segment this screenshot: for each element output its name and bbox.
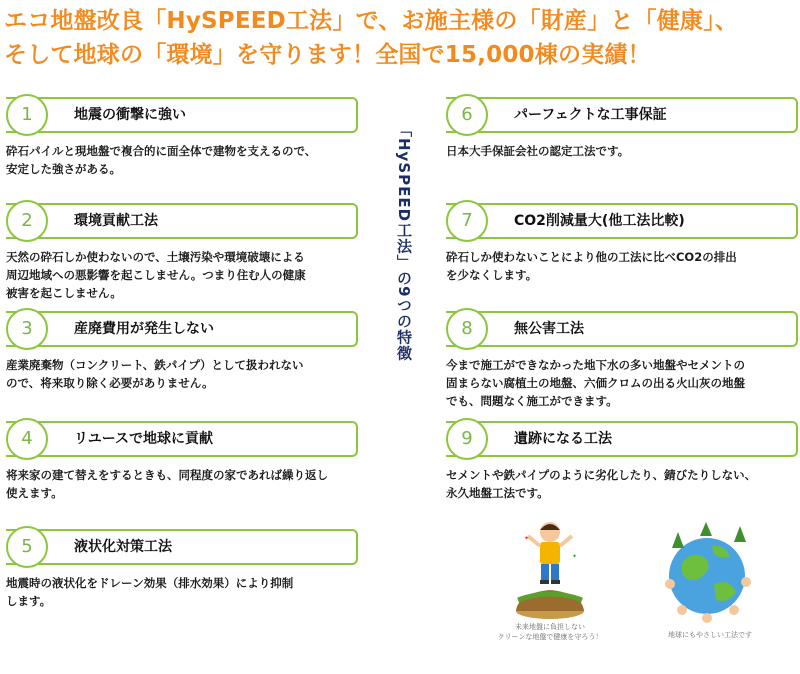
desc-line: セメントや鉄パイプのように劣化したり、錆びたりしない、 <box>446 468 757 482</box>
feature-title: 環境貢献工法 <box>74 213 158 229</box>
feature-title: パーフェクトな工事保証 <box>514 107 667 123</box>
headline <box>4 4 796 72</box>
feature-5 <box>6 526 356 610</box>
boy-caption-line-2: クリーンな地盤で健康を守ろう！ <box>497 633 603 641</box>
feature-7 <box>446 200 796 284</box>
headline-line-2: そして地球の「環境」を守ります！全国で15,000棟の実績！ <box>4 42 651 68</box>
feature-title: 地震の衝撃に強い <box>74 107 186 123</box>
feature-number: 6 <box>446 94 488 136</box>
boy-caption-line-1: 未来地盤に負担しない <box>515 623 585 631</box>
headline-line-1: エコ地盤改良「HySPEED工法」で、お施主様の「財産」と「健康」、 <box>4 8 739 34</box>
feature-6 <box>446 94 796 160</box>
feature-number: 3 <box>6 308 48 350</box>
feature-title: リユースで地球に貢献 <box>74 431 214 447</box>
feature-1 <box>6 94 356 178</box>
earth-caption: 地球にもやさしい工法です <box>668 631 752 639</box>
feature-2 <box>6 200 356 302</box>
feature-9 <box>446 418 796 502</box>
feature-number: 9 <box>446 418 488 460</box>
feature-description <box>446 356 796 410</box>
desc-line: 砕石しか使わないことにより他の工法に比べCO2の排出 <box>446 250 737 264</box>
desc-line: 産業廃棄物（コンクリート、鉄パイプ）として扱われない <box>6 358 304 372</box>
vertical-title: 「HySPEED工法」の9つの特徴 <box>395 122 413 362</box>
desc-line: 永久地盤工法です。 <box>446 486 549 500</box>
feature-description <box>6 248 356 302</box>
feature-number: 7 <box>446 200 488 242</box>
boy-illustration <box>500 518 600 628</box>
feature-description <box>6 466 356 502</box>
desc-line: 地震時の液状化をドレーン効果（排水効果）により抑制 <box>6 576 294 590</box>
feature-description <box>446 142 796 160</box>
desc-line: でも、問題なく施工ができます。 <box>446 394 618 408</box>
desc-line: 被害を起こしません。 <box>6 286 122 300</box>
feature-title: 液状化対策工法 <box>74 539 172 555</box>
feature-number: 1 <box>6 94 48 136</box>
desc-line: 使えます。 <box>6 486 63 500</box>
feature-number: 2 <box>6 200 48 242</box>
feature-number: 5 <box>6 526 48 568</box>
feature-description <box>6 574 356 610</box>
feature-description <box>446 466 796 502</box>
feature-description <box>6 142 356 178</box>
desc-line: ので、将来取り除く必要がありません。 <box>6 376 214 390</box>
feature-title: 遺跡になる工法 <box>514 431 612 447</box>
feature-4 <box>6 418 356 502</box>
desc-line: 固まらない腐植土の地盤、六価クロムの出る火山灰の地盤 <box>446 376 745 390</box>
svg-text:✦: ✦ <box>572 553 578 560</box>
desc-line: 砕石パイルと現地盤で複合的に面全体で建物を支えるので、 <box>6 144 317 158</box>
feature-title: 無公害工法 <box>514 321 584 337</box>
desc-line: 将来家の建て替えをするときも、同程度の家であれば繰り返し <box>6 468 328 482</box>
feature-3 <box>6 308 356 392</box>
feature-number: 4 <box>6 418 48 460</box>
earth-illustration <box>652 518 762 628</box>
feature-8 <box>446 308 796 410</box>
desc-line: 天然の砕石しか使わないので、土壌汚染や環境破壊による <box>6 250 305 264</box>
feature-title: CO2削減量大(他工法比較) <box>514 213 685 229</box>
desc-line: 安定した強さがある。 <box>6 162 121 176</box>
boy-caption <box>470 622 630 642</box>
feature-title: 産廃費用が発生しない <box>74 321 214 337</box>
desc-line: 周辺地域への悪影響を起こしません。つまり住む人の健康 <box>6 268 306 282</box>
svg-text:✦: ✦ <box>524 535 530 542</box>
feature-description <box>446 248 796 284</box>
feature-description <box>6 356 356 392</box>
feature-number: 8 <box>446 308 488 350</box>
desc-line: 今まで施工ができなかった地下水の多い地盤やセメントの <box>446 358 745 372</box>
desc-line: 日本大手保証会社の認定工法です。 <box>446 144 630 158</box>
desc-line: します。 <box>6 594 52 608</box>
desc-line: を少なくします。 <box>446 268 538 282</box>
